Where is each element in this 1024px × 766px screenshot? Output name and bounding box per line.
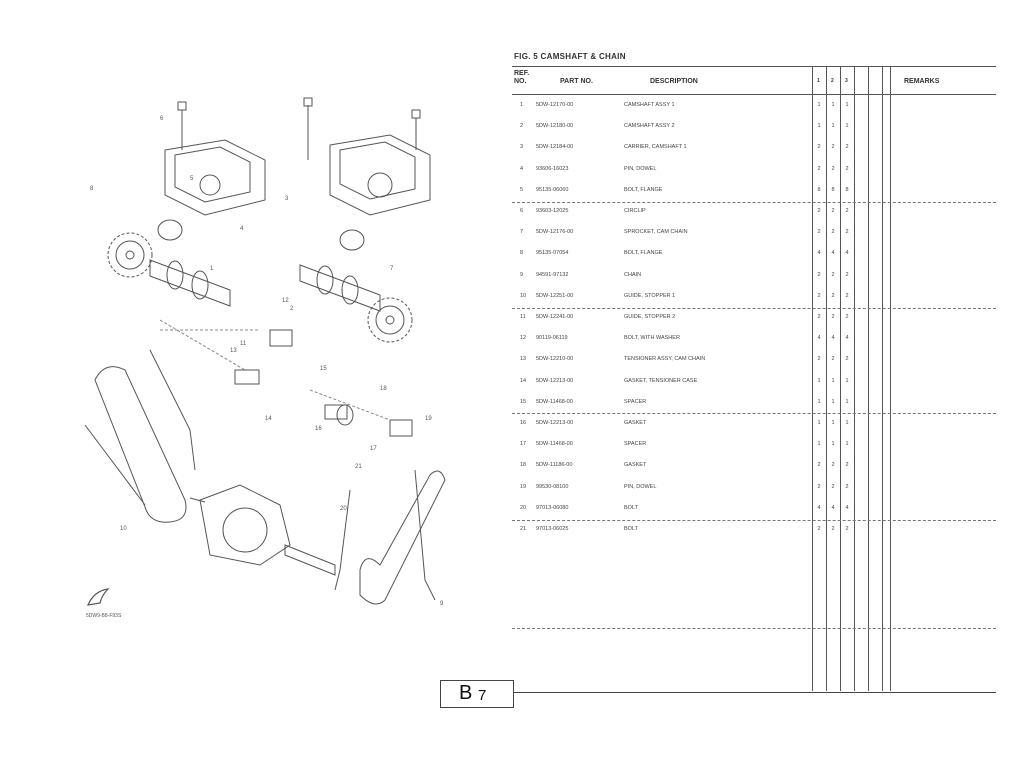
cell-qty-3: 2 xyxy=(845,208,849,214)
cell-qty-2: 1 xyxy=(831,398,835,405)
table-row xyxy=(512,412,996,433)
header-qty-3: 3 xyxy=(845,78,848,84)
table-row xyxy=(512,115,996,136)
cell-qty-1: 4 xyxy=(817,250,821,257)
header-description: DESCRIPTION xyxy=(650,78,698,85)
table-row xyxy=(512,391,996,412)
table-row xyxy=(512,200,996,221)
cell-qty-1: 2 xyxy=(817,229,821,236)
cell-qty-1: 2 xyxy=(817,144,821,151)
cell-ref-no: 3 xyxy=(520,144,524,151)
cell-qty-3: 2 xyxy=(845,229,849,236)
cell-qty-2: 1 xyxy=(831,420,835,426)
cell-part-no: 97013-06080 xyxy=(536,504,569,511)
cell-qty-3: 1 xyxy=(845,441,849,448)
cell-qty-3: 2 xyxy=(845,165,849,172)
figure-title: FIG. 5 CAMSHAFT & CHAIN xyxy=(514,52,626,61)
cell-part-no: 93606-16023 xyxy=(536,165,569,172)
cell-qty-3: 4 xyxy=(845,504,849,511)
table-row xyxy=(512,221,996,242)
cell-ref-no: 11 xyxy=(520,314,526,320)
cell-qty-3: 4 xyxy=(845,335,849,342)
callout: 20 xyxy=(340,506,347,512)
table-row xyxy=(512,306,996,327)
header-ref-no: REF. NO. xyxy=(514,70,530,85)
cell-description: BOLT xyxy=(624,504,638,511)
cell-qty-3: 4 xyxy=(845,250,849,257)
cell-qty-3: 2 xyxy=(845,292,849,299)
cell-qty-3: 2 xyxy=(845,144,849,151)
cell-description: BOLT, FLANGE xyxy=(624,250,663,257)
cell-qty-1: 2 xyxy=(817,483,821,490)
parts-drawing xyxy=(60,90,480,650)
cell-qty-2: 2 xyxy=(831,526,835,532)
callout: 8 xyxy=(90,186,94,192)
parts-table xyxy=(512,66,996,691)
cell-part-no: 95135-07054 xyxy=(536,250,569,257)
cell-qty-1: 2 xyxy=(817,356,821,363)
cell-ref-no: 2 xyxy=(520,123,524,130)
header-qty-2: 2 xyxy=(831,78,834,84)
cell-part-no: 5DW-12184-00 xyxy=(536,144,574,151)
page-number: 7 xyxy=(478,687,487,704)
cell-qty-3: 8 xyxy=(845,186,849,193)
cell-qty-3: 2 xyxy=(845,314,849,320)
cell-part-no: 5DW-11468-00 xyxy=(536,398,573,405)
cell-qty-2: 1 xyxy=(831,441,835,448)
cell-ref-no: 14 xyxy=(520,377,527,384)
cell-qty-2: 1 xyxy=(831,377,835,384)
cell-qty-1: 4 xyxy=(817,504,821,511)
cell-qty-1: 8 xyxy=(817,186,821,193)
cell-qty-3: 2 xyxy=(845,483,849,490)
cell-part-no: 5DW-12213-00 xyxy=(536,420,574,426)
cell-ref-no: 10 xyxy=(520,292,527,299)
cell-qty-1: 1 xyxy=(817,123,821,130)
cell-description: PIN, DOWEL xyxy=(624,483,657,490)
cell-part-no: 97013-06025 xyxy=(536,526,569,532)
cell-qty-2: 2 xyxy=(831,314,835,320)
cell-description: GUIDE, STOPPER 1 xyxy=(624,292,676,299)
table-row xyxy=(512,158,996,179)
cell-qty-1: 4 xyxy=(817,335,821,342)
callout: 7 xyxy=(390,266,394,272)
callout: 21 xyxy=(355,464,362,470)
cell-qty-1: 1 xyxy=(817,441,821,448)
callout: 14 xyxy=(265,416,272,422)
cell-ref-no: 12 xyxy=(520,335,527,342)
cell-qty-2: 2 xyxy=(831,144,835,151)
cell-part-no: 94591-97132 xyxy=(536,271,569,278)
cell-description: BOLT xyxy=(624,526,638,532)
table-row xyxy=(512,242,996,263)
callout: 5 xyxy=(190,176,194,182)
cell-description: BOLT, WITH WASHER xyxy=(624,335,680,342)
table-row xyxy=(512,136,996,157)
cell-qty-3: 2 xyxy=(845,526,849,532)
cell-description: GUIDE, STOPPER 2 xyxy=(624,314,676,320)
callout: 6 xyxy=(160,116,164,122)
cell-description: CHAIN xyxy=(624,271,642,278)
cell-description: SPROCKET, CAM CHAIN xyxy=(624,229,688,236)
cell-qty-1: 1 xyxy=(817,398,821,405)
page-number-badge xyxy=(440,680,514,708)
cell-qty-3: 1 xyxy=(845,398,849,405)
cell-qty-2: 2 xyxy=(831,229,835,236)
cell-ref-no: 19 xyxy=(520,483,527,490)
cell-qty-2: 2 xyxy=(831,271,835,278)
cell-ref-no: 21 xyxy=(520,526,527,532)
cell-qty-1: 1 xyxy=(817,102,821,108)
cell-qty-2: 4 xyxy=(831,504,835,511)
cell-qty-2: 2 xyxy=(831,208,835,214)
cell-qty-2: 2 xyxy=(831,483,835,490)
cell-part-no: 5DW-12213-00 xyxy=(536,377,574,384)
cell-part-no: 5DW-12251-00 xyxy=(536,292,574,299)
cell-part-no: 5DW-12176-00 xyxy=(536,229,574,236)
cell-part-no: 95135-06060 xyxy=(536,186,569,193)
cell-description: CAMSHAFT ASSY 2 xyxy=(624,123,675,130)
cell-description: SPACER xyxy=(624,441,647,448)
cell-qty-1: 2 xyxy=(817,165,821,172)
callout: 19 xyxy=(425,416,432,422)
cell-qty-1: 2 xyxy=(817,462,821,469)
callout: 9 xyxy=(440,601,444,607)
header-part-no: PART NO. xyxy=(560,78,593,85)
cell-qty-3: 2 xyxy=(845,462,849,469)
cell-description: CAMSHAFT ASSY 1 xyxy=(624,102,675,108)
cell-qty-3: 1 xyxy=(845,377,849,384)
cell-ref-no: 7 xyxy=(520,229,524,236)
table-row xyxy=(512,370,996,391)
cell-description: PIN, DOWEL xyxy=(624,165,657,172)
cell-qty-2: 1 xyxy=(831,123,835,130)
cell-part-no: 5DW-12170-00 xyxy=(536,102,574,108)
cell-qty-3: 1 xyxy=(845,123,849,130)
table-row xyxy=(512,476,996,497)
page-section-letter: B xyxy=(459,682,473,704)
exploded-parts-diagram xyxy=(60,90,480,650)
cell-ref-no: 1 xyxy=(520,102,524,108)
cell-description: CARRIER, CAMSHAFT 1 xyxy=(624,144,687,151)
cell-qty-2: 2 xyxy=(831,165,835,172)
callout: 4 xyxy=(240,226,244,232)
table-row xyxy=(512,327,996,348)
cell-ref-no: 15 xyxy=(520,398,527,405)
cell-part-no: 99530-08100 xyxy=(536,483,569,490)
cell-part-no: 5DW-12241-00 xyxy=(536,314,574,320)
callout: 12 xyxy=(282,298,289,304)
table-row xyxy=(512,94,996,115)
callout: 11 xyxy=(240,341,247,347)
table-row xyxy=(512,264,996,285)
cell-ref-no: 8 xyxy=(520,250,524,257)
cell-qty-2: 8 xyxy=(831,186,835,193)
cell-qty-1: 2 xyxy=(817,271,821,278)
cell-qty-1: 1 xyxy=(817,377,821,384)
cell-qty-1: 2 xyxy=(817,292,821,299)
cell-qty-2: 1 xyxy=(831,102,835,108)
callout: 10 xyxy=(120,526,127,532)
cell-qty-3: 1 xyxy=(845,102,849,108)
cell-part-no: 5DW-11186-00 xyxy=(536,462,573,469)
callout: 1 xyxy=(210,266,214,272)
cell-description: GASKET, TENSIONER CASE xyxy=(624,377,698,384)
cell-qty-2: 4 xyxy=(831,335,835,342)
callout: 16 xyxy=(315,426,322,432)
cell-qty-1: 2 xyxy=(817,526,821,532)
table-row xyxy=(512,497,996,518)
cell-ref-no: 9 xyxy=(520,271,524,278)
manufacturer-logo-icon xyxy=(86,585,110,609)
cell-qty-2: 2 xyxy=(831,292,835,299)
cell-part-no: 5DW-12180-00 xyxy=(536,123,574,130)
cell-qty-2: 2 xyxy=(831,462,835,469)
cell-ref-no: 13 xyxy=(520,356,527,363)
callout: 17 xyxy=(370,446,377,452)
header-remarks: REMARKS xyxy=(904,78,940,85)
table-row xyxy=(512,433,996,454)
callout: 2 xyxy=(290,306,294,312)
cell-ref-no: 16 xyxy=(520,420,527,426)
cell-qty-2: 4 xyxy=(831,250,835,257)
cell-qty-3: 2 xyxy=(845,356,849,363)
cell-part-no: 5DW-12210-00 xyxy=(536,356,574,363)
cell-qty-2: 2 xyxy=(831,356,835,363)
cell-description: GASKET xyxy=(624,420,647,426)
cell-description: GASKET xyxy=(624,462,647,469)
cell-description: CIRCLIP xyxy=(624,208,646,214)
table-row xyxy=(512,285,996,306)
cell-ref-no: 5 xyxy=(520,186,524,193)
cell-qty-3: 2 xyxy=(845,271,849,278)
callout: 3 xyxy=(285,196,289,202)
cell-qty-3: 1 xyxy=(845,420,849,426)
cell-qty-1: 2 xyxy=(817,314,821,320)
cell-description: TENSIONER ASSY, CAM CHAIN xyxy=(624,356,706,363)
table-row xyxy=(512,179,996,200)
cell-ref-no: 20 xyxy=(520,504,527,511)
header-qty-1: 1 xyxy=(817,78,820,84)
callout: 18 xyxy=(380,386,387,392)
callout: 13 xyxy=(230,348,237,354)
table-row xyxy=(512,518,996,539)
diagram-code: 5DW9-B8-F93S xyxy=(86,613,122,619)
cell-part-no: 5DW-11468-00 xyxy=(536,441,573,448)
table-row xyxy=(512,454,996,475)
cell-ref-no: 6 xyxy=(520,208,524,214)
callout: 15 xyxy=(320,366,327,372)
table-row xyxy=(512,348,996,369)
cell-description: SPACER xyxy=(624,398,647,405)
cell-qty-1: 2 xyxy=(817,208,821,214)
cell-ref-no: 4 xyxy=(520,165,524,172)
cell-qty-1: 1 xyxy=(817,420,821,426)
cell-part-no: 93603-12025 xyxy=(536,208,569,214)
cell-description: BOLT, FLANGE xyxy=(624,186,663,193)
cell-part-no: 90119-06119 xyxy=(536,335,568,342)
cell-ref-no: 18 xyxy=(520,462,527,469)
cell-ref-no: 17 xyxy=(520,441,527,448)
